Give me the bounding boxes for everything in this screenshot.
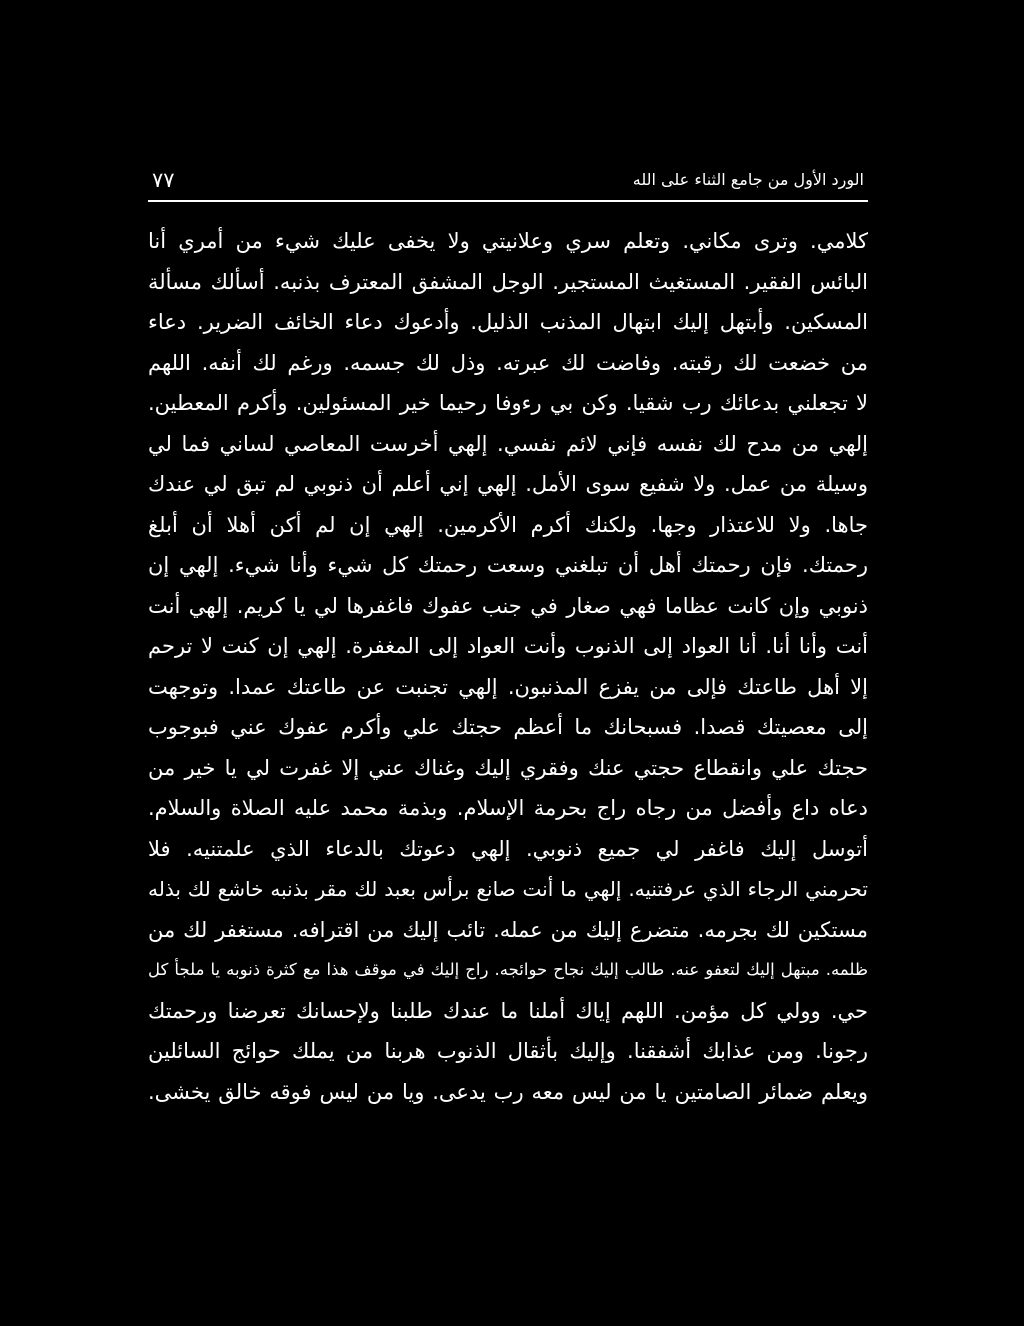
- text-line: المسكين. وأبتهل إليك ابتهال المذنب الذليل. وأدعوك دعاء الخائف الضرير. دعاء: [148, 310, 868, 334]
- text-line: إلى معصيتك قصدا. فسبحانك ما أعظم حجتك علي وأكرم عفوك عني فبوجوب: [148, 715, 868, 739]
- text-line: حجتك علي وانقطاع حجتي عنك وفقري إليك وغناك عني إلا غفرت لي يا خير من: [148, 755, 868, 780]
- text-line: جاها. ولا للاعتذار وجها. ولكنك أكرم الأكرمين. إلهي إن لم أكن أهلا أن أبلغ: [148, 512, 868, 537]
- running-header: [148, 166, 868, 194]
- page-number: ٧٧: [152, 168, 175, 192]
- text-line: لا تجعلني بدعائك رب شقيا. وكن بي رءوفا رحيما خير المسئولين. وأكرم المعطين.: [148, 391, 868, 415]
- text-line: حي. وولي كل مؤمن. اللهم إياك أملنا ما عندك طلبنا ولإحسانك تعرضنا ورحمتك: [148, 998, 868, 1023]
- body-text: [148, 221, 868, 1112]
- running-header-title: الورد الأول من جامع الثناء على الله: [632, 170, 864, 189]
- header-divider: [148, 200, 868, 202]
- text-line: وسيلة من عمل. ولا شفيع سوى الأمل. إلهي إني أعلم أن ذنوبي لم تبق لي عندك: [148, 472, 868, 496]
- text-line: تحرمني الرجاء الذي عرفتنيه. إلهي ما أنت صانع برأس بعبد لك مقر بذنبه خاشع لك بذله: [148, 877, 868, 901]
- text-line: أتوسل إليك فاغفر لي جميع ذنوبي. إلهي دعوتك بالدعاء الذي علمتنيه. فلا: [148, 836, 868, 861]
- text-line: ويعلم ضمائر الصامتين يا من ليس معه رب يدعى. ويا من ليس فوقه خالق يخشى.: [148, 1079, 868, 1104]
- text-line: إلا أهل طاعتك فإلى من يفزع المذنبون. إلهي تجنبت عن طاعتك عمدا. وتوجهت: [148, 674, 868, 699]
- text-line: ظلمه. مبتهل إليك لتعفو عنه. طالب إليك نجاح حوائجه. راج إليك في موقف هذا مع كثرة ذنوبه يا ملجأ كل: [148, 960, 868, 979]
- text-line: البائس الفقير. المستغيث المستجير. الوجل المشفق المعترف بذنبه. أسألك مسألة: [148, 269, 868, 294]
- text-line: أنت وأنا أنا. أنا العواد إلى الذنوب وأنت العواد إلى المغفرة. إلهي إن كنت لا ترحم: [148, 634, 868, 658]
- text-line: رجونا. ومن عذابك أشفقنا. وإليك بأثقال الذنوب هربنا من يملك حوائج السائلين: [148, 1039, 868, 1063]
- text-line: مستكين لك بجرمه. متضرع إليك من عمله. تائب إليك من اقترافه. مستغفر لك من: [148, 917, 868, 942]
- text-line: رحمتك. فإن رحمتك أهل أن تبلغني وسعت رحمتك كل شيء وأنا شيء. إلهي إن: [148, 553, 868, 577]
- text-line: من خضعت لك رقبته. وفاضت لك عبرته. وذل لك جسمه. ورغم لك أنفه. اللهم: [148, 350, 868, 375]
- text-line: دعاه داع وأفضل من رجاه راج بحرمة الإسلام. وبذمة محمد عليه الصلاة والسلام.: [148, 796, 868, 820]
- text-line: كلامي. وترى مكاني. وتعلم سري وعلانيتي ولا يخفى عليك شيء من أمري أنا: [148, 229, 868, 253]
- text-line: إلهي من مدح لك نفسه فإني لائم نفسي. إلهي أخرست المعاصي لساني فما لي: [148, 431, 868, 456]
- text-line: ذنوبي وإن كانت عظاما فهي صغار في جنب عفوك فاغفرها لي يا كريم. إلهي أنت: [148, 593, 868, 618]
